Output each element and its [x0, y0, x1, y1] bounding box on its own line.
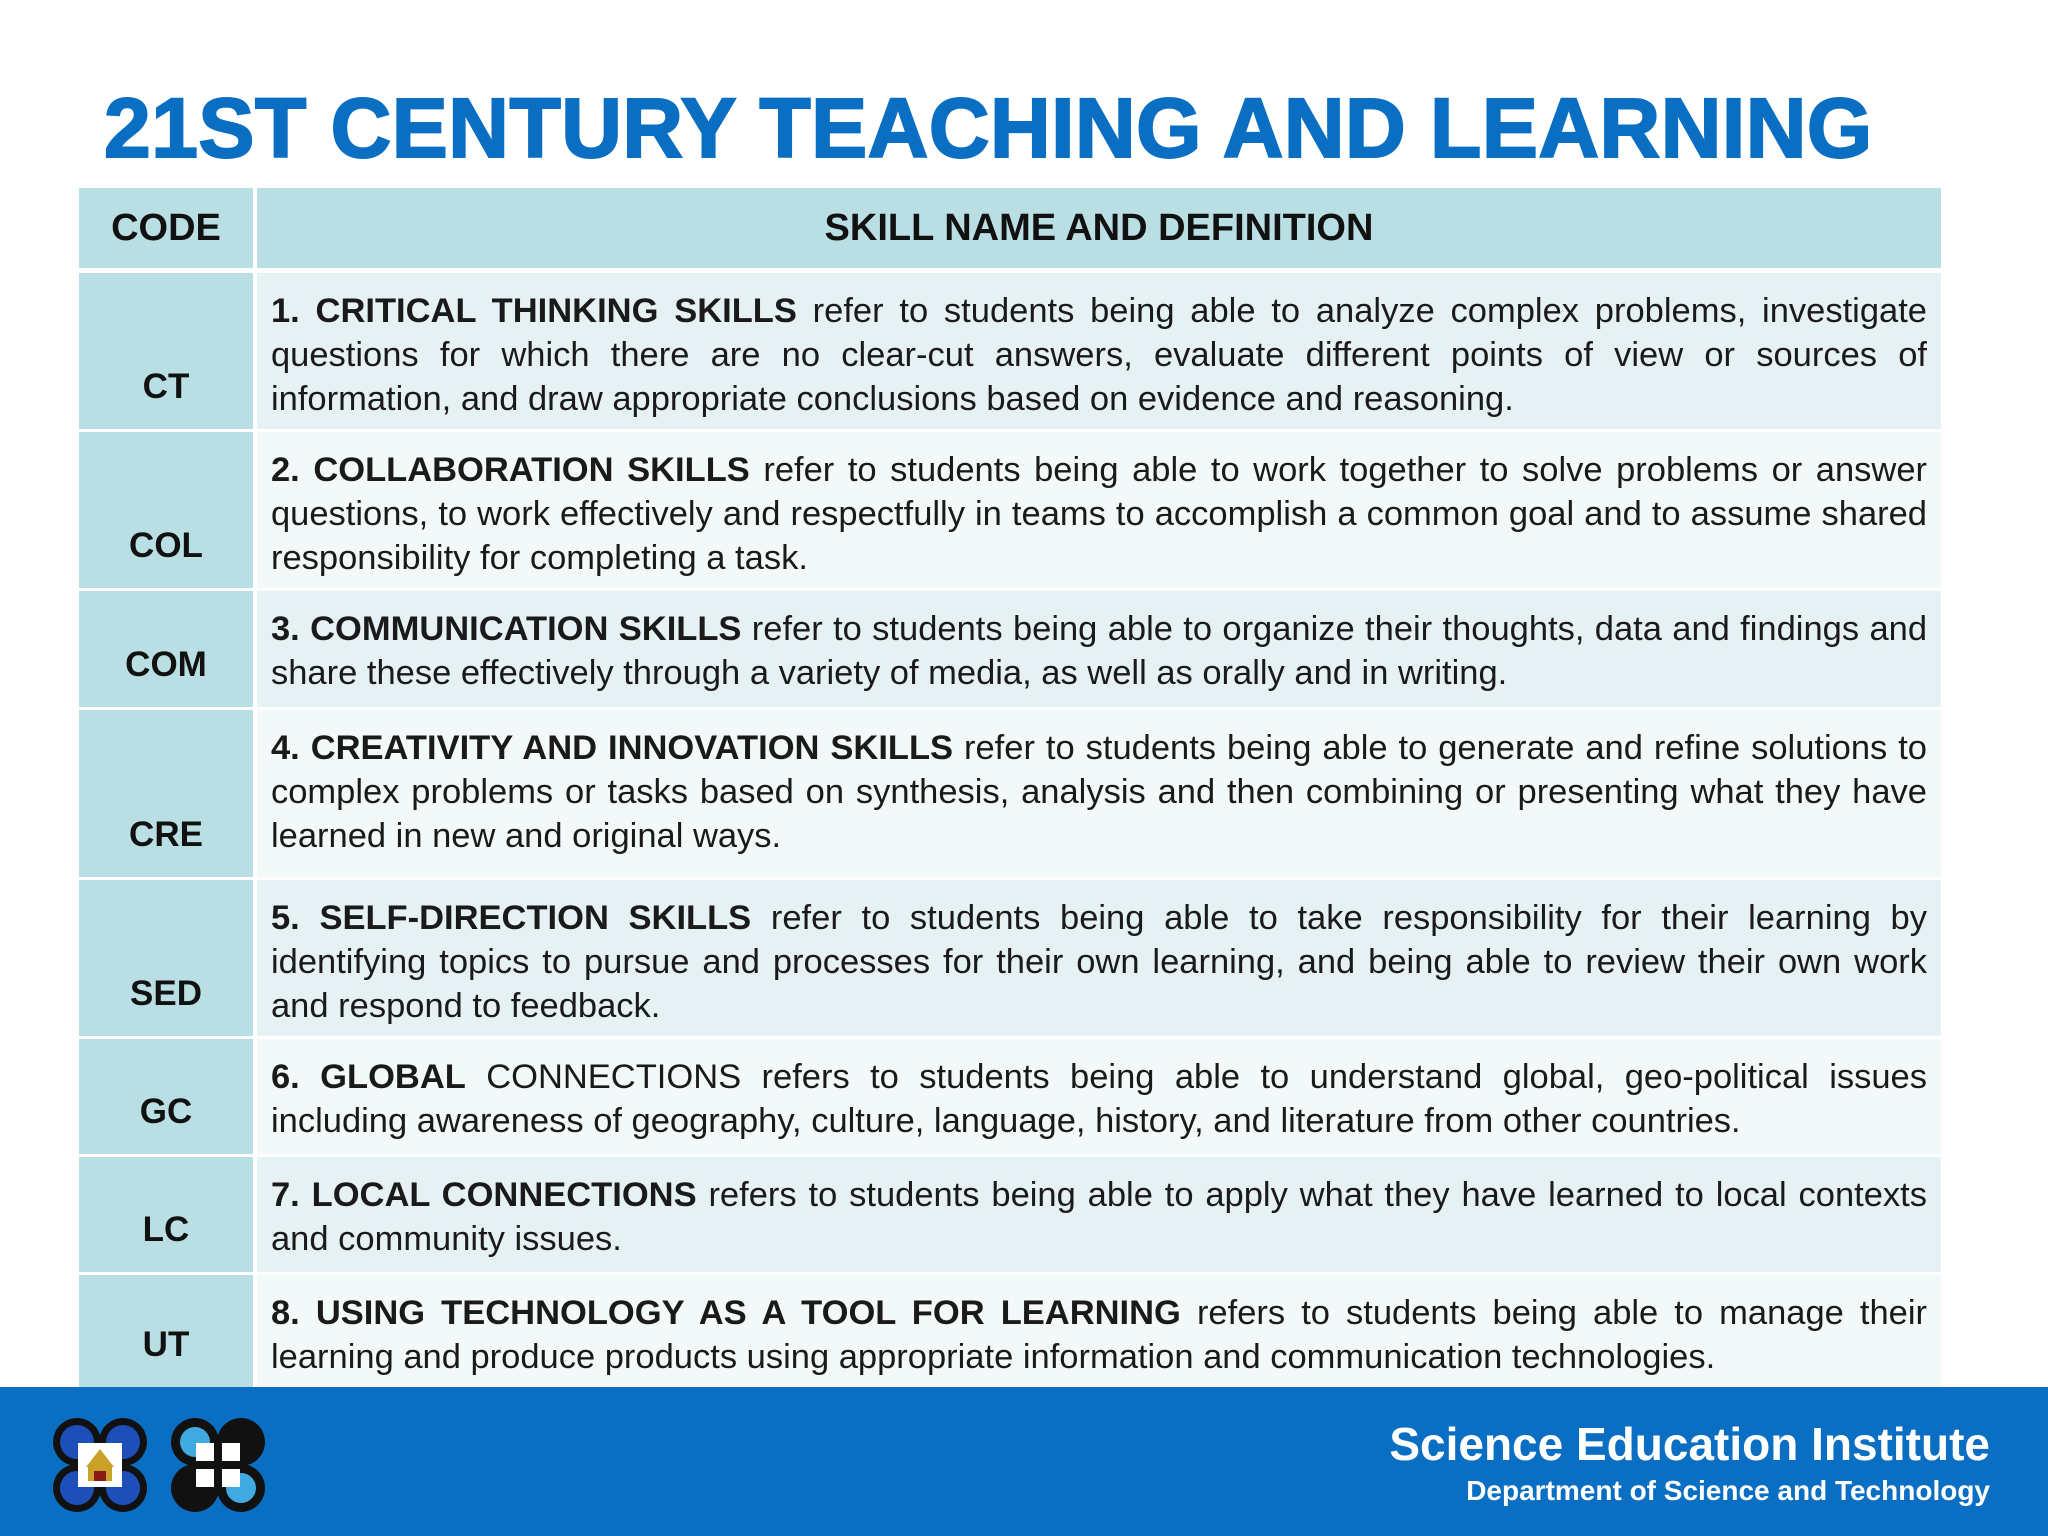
skill-name: 6. GLOBAL [271, 1058, 466, 1096]
skill-definition-cell [257, 1039, 1941, 1157]
skill-code: COM [79, 591, 257, 710]
skill-name: 1. CRITICAL THINKING SKILLS [271, 292, 797, 330]
skills-table [79, 188, 1941, 1390]
skill-code: CT [79, 273, 257, 432]
column-header-definition: SKILL NAME AND DEFINITION [257, 188, 1941, 273]
skill-definition: CONNECTIONS refers to students being able to understand global, geo-political issues including awareness of geography, culture, language, history, and literature from other countries. [271, 1058, 1927, 1140]
org-department: Department of Science and Technology [1466, 1475, 1990, 1506]
table-row [79, 1157, 1941, 1275]
table-row [79, 1039, 1941, 1157]
skill-definition: refers to students being able to manage their learning and produce products using appropriate information and communication technologies. [271, 1294, 1927, 1376]
table-header-row [79, 188, 1941, 273]
skill-definition-cell [257, 710, 1941, 880]
skill-name: 2. COLLABORATION SKILLS [271, 451, 750, 489]
skill-name: 3. COMMUNICATION SKILLS [271, 610, 742, 648]
skill-definition-cell [257, 880, 1941, 1039]
skill-name: 4. CREATIVITY AND INNOVATION SKILLS [271, 729, 954, 767]
skill-definition-cell [257, 591, 1941, 710]
skill-name: 8. USING TECHNOLOGY AS A TOOL FOR LEARNING [271, 1294, 1181, 1332]
skill-definition: refer to students being able to take responsibility for their learning by identifying topics to pursue and processes for their own learning, and being able to review their own work and respond to feedback. [271, 899, 1927, 1025]
skill-code: SED [79, 880, 257, 1039]
skill-definition: refers to students being able to apply what they have learned to local contexts and community issues. [271, 1176, 1927, 1258]
skill-code: CRE [79, 710, 257, 880]
skill-code: GC [79, 1039, 257, 1157]
skill-name: 5. SELF-DIRECTION SKILLS [271, 899, 752, 937]
table-row [79, 591, 1941, 710]
table-row [79, 1275, 1941, 1390]
page-title: 21ST CENTURY TEACHING AND LEARNING [104, 81, 1873, 175]
skill-definition-cell [257, 273, 1941, 432]
skill-code: LC [79, 1157, 257, 1275]
org-name: Science Education Institute [1389, 1418, 1990, 1470]
deped-seal-icon [50, 1415, 150, 1515]
skill-definition-cell [257, 1275, 1941, 1390]
skill-definition: refer to students being able to generate and refine solutions to complex problems or tasks based on synthesis, analysis and then combining or presenting what they have learned in new and original ways. [271, 729, 1927, 855]
skill-code: COL [79, 432, 257, 591]
skill-definition: refer to students being able to organize their thoughts, data and findings and share these effectively through a variety of media, as well as orally and in writing. [271, 610, 1927, 692]
table-row [79, 710, 1941, 880]
table-row [79, 273, 1941, 432]
skill-definition-cell [257, 1157, 1941, 1275]
table-row [79, 432, 1941, 591]
skill-definition-cell [257, 432, 1941, 591]
table-row [79, 880, 1941, 1039]
dost-logo-icon [168, 1415, 268, 1515]
skill-name: 7. LOCAL CONNECTIONS [271, 1176, 697, 1214]
skill-definition: refer to students being able to work together to solve problems or answer questions, to work effectively and respectfully in teams to accomplish a common goal and to assume shared responsibility for completing a task. [271, 451, 1928, 577]
skill-code: UT [79, 1275, 257, 1390]
footer-bar [0, 1387, 2048, 1536]
skill-definition: refer to students being able to analyze complex problems, investigate questions for which there are no clear-cut answers, evaluate different points of view or sources of information, and draw appropriate conclusions based on evidence and reasoning. [271, 292, 1927, 418]
column-header-code: CODE [79, 188, 257, 273]
